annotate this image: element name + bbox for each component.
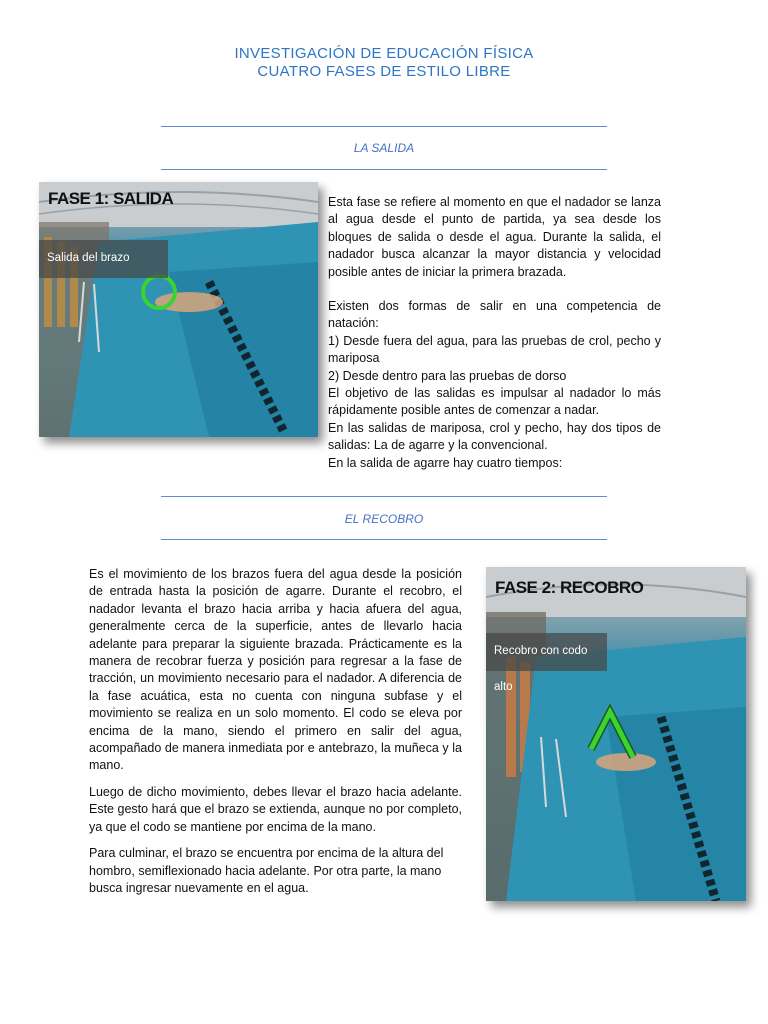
- pool-scene-illustration: [39, 182, 318, 437]
- section-heading-salida: LA SALIDA: [353, 141, 415, 155]
- paragraph: Esta fase se refiere al momento en que el nadador se lanza al agua desde el punto de partida, ya sea desde los bloques de salida o desde el agua. Durante la salida, el nadador busca alcanzar la mayor distancia y velocidad posible antes de iniciar la primera brazada.: [328, 195, 661, 279]
- photo-label-fase-2: FASE 2: RECOBRO: [495, 578, 644, 597]
- paragraph: Luego de dicho movimiento, debes llevar el brazo hacia adelante. Este gesto hará que el brazo se extienda, aunque no por completo, ya que el codo se mantiene por encima de la mano.: [89, 784, 462, 834]
- paragraph-spacer: [328, 281, 661, 298]
- section-rule-top: [161, 496, 607, 497]
- section-heading-recobro: EL RECOBRO: [344, 512, 424, 526]
- document-title: [0, 45, 768, 81]
- section-rule-top: [161, 126, 607, 127]
- salida-text: [328, 194, 661, 472]
- paragraph: En las salidas de mariposa, crol y pecho, hay dos tipos de salidas: La de agarre y la convencional.: [328, 420, 661, 453]
- paragraph: Existen dos formas de salir en una competencia de natación:: [328, 299, 661, 331]
- section-rule-bottom: [161, 539, 607, 540]
- title-line-1: INVESTIGACIÓN DE EDUCACIÓN FÍSICA: [234, 45, 534, 62]
- pool-scene-illustration: [486, 567, 746, 901]
- paragraph: Para culminar, el brazo se encuentra por encima de la altura del hombro, semiflexionado hacia adelante. Por otra parte, la mano busca ingresar nuevamente en el agua.: [89, 846, 444, 895]
- paragraph: 1) Desde fuera del agua, para las pruebas de crol, pecho y mariposa: [328, 333, 661, 366]
- title-line-2: CUATRO FASES DE ESTILO LIBRE: [257, 63, 511, 80]
- photo-label-fase-1: FASE 1: SALIDA: [48, 189, 174, 208]
- photo-fase-recobro: [486, 567, 746, 901]
- paragraph: Es el movimiento de los brazos fuera del agua desde la posición de entrada hasta la posición de agarre. Durante el recobro, el nadador levanta el brazo hacia arriba y hacia afuera del agua, generalmente cerca de la superficie, antes de llevarlo hacia adelante para preparar la siguiente brazada. Prácticamente es la manera de recobrar fuerza y posición para regresar a la fase de tracción, un movimiento necesario para el nadador. A diferencia de la fase acuática, esta no cuenta con ninguna subfase y el movimiento se realiza en un solo momento. El codo se eleva por encima de la mano, siendo el primero en salir del agua, acompañado de manera inmediata por e antebrazo, la muñeca y la mano.: [89, 567, 462, 773]
- paragraph: 2) Desde dentro para las pruebas de dorso: [328, 368, 567, 383]
- paragraph: El objetivo de las salidas es impulsar al nadador lo más rápidamente posible antes de comenzar a nadar.: [328, 386, 661, 418]
- paragraph: En la salida de agarre hay cuatro tiempos:: [328, 455, 563, 470]
- recobro-text: [89, 566, 462, 897]
- photo-caption-salida: Salida del brazo: [39, 240, 168, 278]
- section-rule-bottom: [161, 169, 607, 170]
- photo-fase-salida: [39, 182, 318, 437]
- photo-caption-recobro: Recobro con codo alto: [486, 633, 607, 671]
